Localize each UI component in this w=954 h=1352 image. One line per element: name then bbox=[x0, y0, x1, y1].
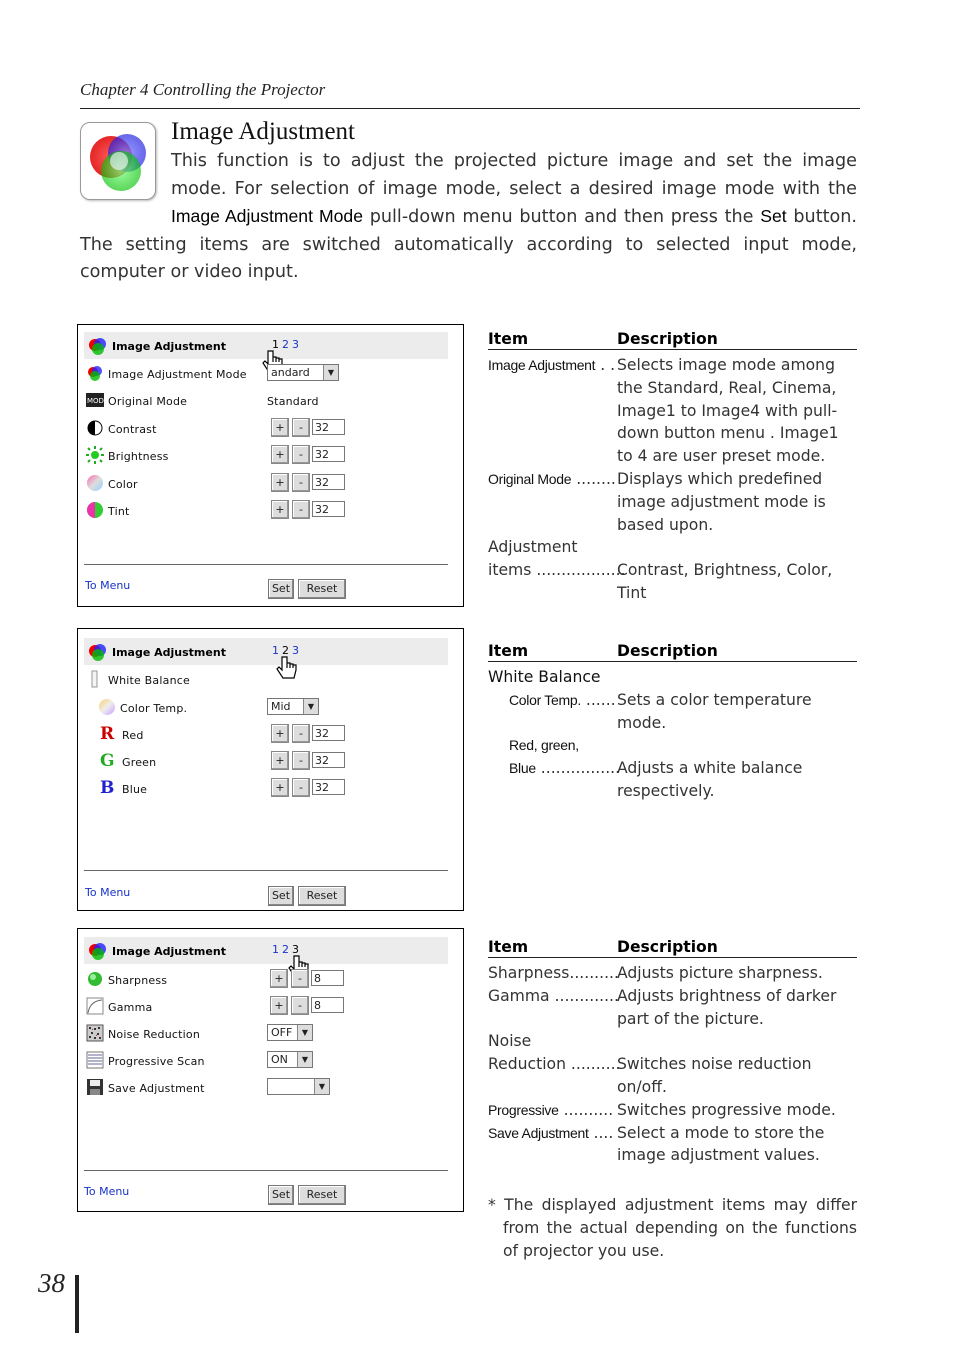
green-plus-button[interactable]: + bbox=[271, 751, 289, 770]
blue-field[interactable]: 32 bbox=[312, 779, 345, 795]
sharpness-plus-button[interactable]: + bbox=[270, 969, 288, 988]
page-link-1[interactable]: 1 bbox=[272, 338, 279, 351]
contrast-icon bbox=[86, 419, 104, 437]
color-plus-button[interactable]: + bbox=[271, 473, 289, 492]
blue-plus-button[interactable]: + bbox=[271, 778, 289, 797]
page-link-2[interactable]: 2 bbox=[282, 943, 289, 956]
sharpness-minus-button[interactable]: - bbox=[291, 969, 309, 988]
set-button[interactable]: Set bbox=[268, 1185, 294, 1205]
chevron-down-icon: ▼ bbox=[323, 365, 338, 380]
chevron-down-icon: ▼ bbox=[314, 1079, 329, 1094]
to-menu-link[interactable]: To Menu bbox=[85, 886, 131, 899]
panel-divider bbox=[84, 870, 448, 871]
page-link-3[interactable]: 3 bbox=[292, 943, 299, 956]
red-plus-button[interactable]: + bbox=[271, 724, 289, 743]
table-row-key-line: Adjustment bbox=[488, 538, 578, 557]
contrast-minus-button[interactable]: - bbox=[292, 418, 310, 437]
row-save-adjustment: Save Adjustment ▼ bbox=[86, 1077, 450, 1099]
gamma-field[interactable]: 8 bbox=[311, 997, 344, 1013]
intro-paragraph: This function is to adjust the projected picture image and set the image mode. For selection of image mode, select a desired image mode with the Image Adjustment Mode pull-down menu button and then press the Set button. The setting items are switched automatically according to selected input mode, computer or video input. bbox=[80, 151, 857, 282]
color-minus-button[interactable]: - bbox=[292, 473, 310, 492]
row-sharpness: Sharpness + - 8 bbox=[86, 969, 450, 991]
red-minus-button[interactable]: - bbox=[292, 724, 310, 743]
screenshot-panel-page3 bbox=[77, 928, 464, 1212]
set-button[interactable]: Set bbox=[268, 886, 294, 906]
page-link-3[interactable]: 3 bbox=[292, 338, 299, 351]
red-field[interactable]: 32 bbox=[312, 725, 345, 741]
color-temp-icon bbox=[98, 698, 116, 716]
row-tint: Tint + - 32 bbox=[86, 500, 450, 522]
to-menu-link[interactable]: To Menu bbox=[85, 579, 131, 592]
progressive-scan-select[interactable]: ON ▼ bbox=[267, 1051, 313, 1068]
panel-header bbox=[84, 937, 448, 964]
table-row-key-line: Red, green, bbox=[509, 737, 579, 754]
table-row-key-line: Noise bbox=[488, 1032, 532, 1051]
panel-divider bbox=[84, 1170, 448, 1171]
table-group-title: White Balance bbox=[488, 668, 601, 686]
green-field[interactable]: 32 bbox=[312, 752, 345, 768]
panel-divider bbox=[84, 564, 448, 565]
original-mode-value: Standard bbox=[267, 395, 319, 408]
blue-b-icon: B bbox=[100, 778, 115, 798]
chevron-down-icon: ▼ bbox=[297, 1025, 312, 1040]
panel-title: Image Adjustment bbox=[112, 340, 226, 353]
brightness-minus-button[interactable]: - bbox=[292, 445, 310, 464]
floppy-disk-icon bbox=[86, 1078, 104, 1096]
row-progressive-scan: Progressive Scan ON ▼ bbox=[86, 1050, 450, 1072]
row-color-temp: Color Temp. Mid ▼ bbox=[98, 697, 462, 719]
color-circles-icon bbox=[87, 941, 107, 961]
row-original-mode: MODE Original Mode Standard bbox=[86, 390, 450, 412]
brightness-plus-button[interactable]: + bbox=[271, 445, 289, 464]
contrast-field[interactable]: 32 bbox=[312, 419, 345, 435]
row-gamma: Gamma + - 8 bbox=[86, 996, 450, 1018]
reset-button[interactable]: Reset bbox=[298, 1185, 346, 1205]
tint-field[interactable]: 32 bbox=[312, 501, 345, 517]
green-minus-button[interactable]: - bbox=[292, 751, 310, 770]
save-adjustment-select[interactable] bbox=[267, 1078, 330, 1095]
sharpness-icon bbox=[86, 970, 104, 988]
mode-icon bbox=[86, 391, 109, 409]
brightness-field[interactable]: 32 bbox=[312, 446, 345, 462]
table-row: Progressive .......... Switches progressive mode. bbox=[488, 1100, 836, 1119]
row-red: R Red + - 32 bbox=[100, 724, 464, 746]
table-row: Blue ................ Adjusts a white balance respectively. bbox=[509, 759, 803, 800]
reset-button[interactable]: Reset bbox=[298, 579, 346, 599]
table-row: items .................. Contrast, Brightness, Color, Tint bbox=[488, 561, 833, 602]
row-brightness: Brightness + - 32 bbox=[86, 445, 450, 467]
tint-minus-button[interactable]: - bbox=[292, 500, 310, 519]
to-menu-link[interactable]: To Menu bbox=[84, 1185, 130, 1198]
page-link-2[interactable]: 2 bbox=[282, 338, 289, 351]
row-contrast: Contrast + - 32 bbox=[86, 418, 450, 440]
blue-minus-button[interactable]: - bbox=[292, 778, 310, 797]
page-link-3[interactable]: 3 bbox=[292, 644, 299, 657]
intro-term-set: Set bbox=[760, 206, 787, 226]
intro-term-mode: Image Adjustment Mode bbox=[171, 206, 363, 226]
image-mode-select[interactable]: andard ▼ bbox=[267, 364, 339, 381]
noise-reduction-select[interactable]: OFF ▼ bbox=[267, 1024, 313, 1041]
footnote: * The displayed adjustment items may differ from the actual depending on the functions of projector you use. bbox=[488, 1196, 857, 1260]
noise-reduction-icon bbox=[86, 1024, 104, 1042]
svg-text:MODE: MODE bbox=[87, 397, 109, 405]
table-row: Color Temp. ...... Sets a color temperature mode. bbox=[509, 690, 812, 732]
description-table-1 bbox=[488, 325, 857, 605]
table-row: Reduction .......... Switches noise reduction on/off. bbox=[488, 1055, 812, 1096]
table-row: Original Mode ........ Displays which predefined image adjustment mode is based upon. bbox=[488, 469, 826, 534]
page-link-2[interactable]: 2 bbox=[282, 644, 289, 657]
table-header: Item Description bbox=[488, 933, 857, 958]
contrast-plus-button[interactable]: + bbox=[271, 418, 289, 437]
red-r-icon: R bbox=[100, 724, 115, 744]
page-number-bar bbox=[75, 1275, 79, 1333]
table-row: Sharpness.......... Adjusts picture sharpness. bbox=[488, 964, 823, 982]
color-circles-icon bbox=[86, 364, 104, 382]
panel-header bbox=[84, 638, 448, 665]
screenshot-panel-page2 bbox=[77, 628, 464, 911]
color-temp-select[interactable]: Mid ▼ bbox=[267, 698, 319, 715]
set-button[interactable]: Set bbox=[268, 579, 294, 599]
sharpness-field[interactable]: 8 bbox=[311, 970, 344, 986]
table-header: Item Description bbox=[488, 637, 857, 662]
page-link-1[interactable]: 1 bbox=[272, 644, 279, 657]
color-circles-icon bbox=[87, 336, 107, 356]
row-white-balance: White Balance bbox=[86, 669, 450, 691]
table-row: Image Adjustment . . Selects image mode among the Standard, Real, Cinema, Image1 to Image4 with pull-down button menu . Image1 to 4 are user preset mode. bbox=[488, 356, 839, 466]
panel-title: Image Adjustment bbox=[112, 945, 226, 958]
green-g-icon: G bbox=[100, 751, 115, 771]
screenshot-panel-page1 bbox=[77, 324, 464, 607]
page-number: 38 bbox=[38, 1268, 65, 1298]
color-field[interactable]: 32 bbox=[312, 474, 345, 490]
description-table-2 bbox=[488, 637, 857, 803]
color-icon bbox=[86, 474, 104, 492]
table-row: Save Adjustment .... Select a mode to store the image adjustment values. bbox=[488, 1123, 825, 1165]
progressive-scan-icon bbox=[86, 1051, 104, 1069]
gamma-icon bbox=[86, 997, 104, 1015]
reset-button[interactable]: Reset bbox=[298, 886, 346, 906]
chapter-header: Chapter 4 Controlling the Projector bbox=[80, 80, 326, 99]
table-row: Gamma ............. Adjusts brightness of darker part of the picture. bbox=[488, 986, 837, 1028]
tint-plus-button[interactable]: + bbox=[271, 500, 289, 519]
row-green: G Green + - 32 bbox=[100, 751, 464, 773]
row-image-adjustment-mode: Image Adjustment Mode andard ▼ bbox=[86, 363, 450, 385]
panel-title: Image Adjustment bbox=[112, 646, 226, 659]
tint-icon bbox=[86, 501, 104, 519]
page-link-1[interactable]: 1 bbox=[272, 943, 279, 956]
chevron-down-icon: ▼ bbox=[297, 1052, 312, 1067]
chevron-down-icon: ▼ bbox=[303, 699, 318, 714]
brightness-icon bbox=[86, 446, 104, 464]
white-balance-icon bbox=[86, 670, 104, 688]
section-title: Image Adjustment bbox=[171, 118, 355, 145]
table-header: Item Description bbox=[488, 325, 857, 350]
gamma-plus-button[interactable]: + bbox=[270, 996, 288, 1015]
row-blue: B Blue + - 32 bbox=[100, 778, 464, 800]
row-color: Color + - 32 bbox=[86, 473, 450, 495]
header-rule bbox=[80, 108, 860, 109]
color-circles-icon bbox=[87, 642, 107, 662]
row-noise-reduction: Noise Reduction OFF ▼ bbox=[86, 1023, 450, 1045]
gamma-minus-button[interactable]: - bbox=[291, 996, 309, 1015]
description-table-3 bbox=[488, 933, 857, 1167]
